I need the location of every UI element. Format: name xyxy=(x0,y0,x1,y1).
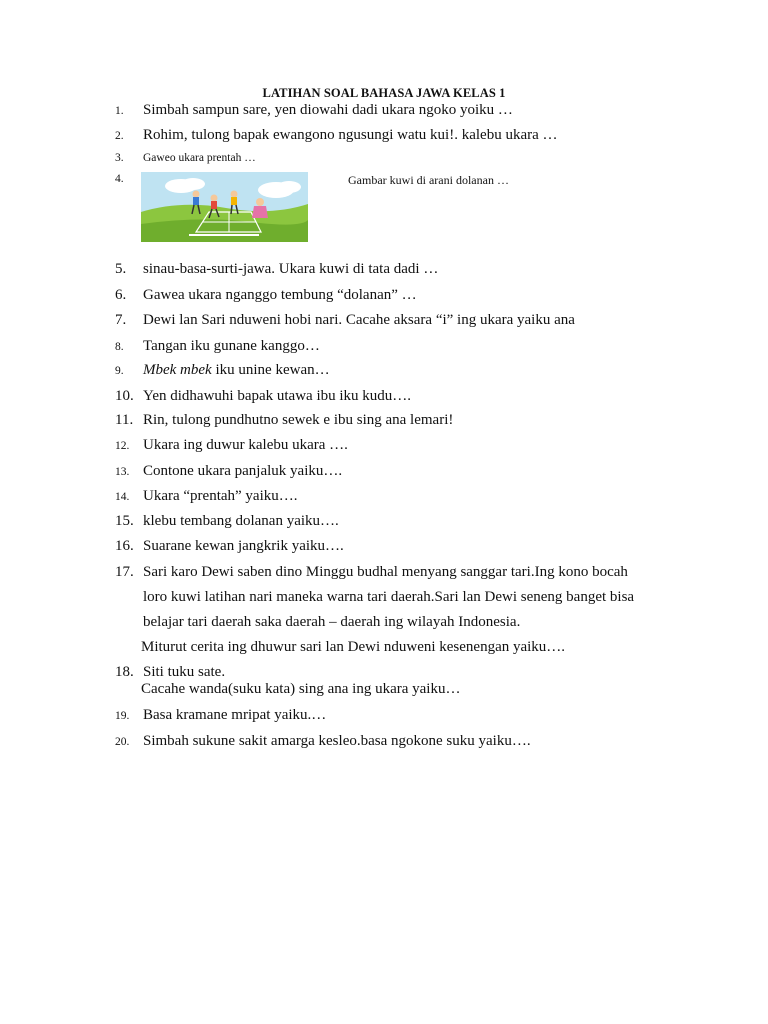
question-text: Rohim, tulong bapak ewangono ngusungi watu kui!. kalebu ukara … xyxy=(143,127,558,143)
question-number: 10. xyxy=(115,388,134,404)
question-number: 6. xyxy=(115,287,127,303)
question-text: sinau-basa-surti-jawa. Ukara kuwi di tata dadi … xyxy=(143,261,439,277)
question-text xyxy=(143,362,330,379)
question-text: klebu tembang dolanan yaiku…. xyxy=(143,513,339,529)
question-text-rest: iku unine kewan… xyxy=(211,362,330,378)
question-italic-word: Mbek mbek xyxy=(143,362,212,378)
question-number: 12. xyxy=(115,440,130,452)
question-text: Gawea ukara nganggo tembung “dolanan” … xyxy=(143,287,417,303)
question-number: 16. xyxy=(115,538,134,554)
question-text: Ukara ing duwur kalebu ukara …. xyxy=(143,437,348,453)
question-text: Yen didhawuhi bapak utawa ibu iku kudu…. xyxy=(143,388,412,404)
question-text-line-1: Sari karo Dewi saben dino Minggu budhal menyang sanggar tari.Ing kono bocah xyxy=(143,564,628,580)
question-number: 9. xyxy=(115,365,124,377)
question-number: 15. xyxy=(115,513,134,529)
hopscotch-picture xyxy=(141,172,308,242)
question-number: 17. xyxy=(115,564,134,580)
question-number: 13. xyxy=(115,466,130,478)
question-number: 2. xyxy=(115,130,124,142)
question-number: 3. xyxy=(115,152,124,164)
question-text: Dewi lan Sari nduweni hobi nari. Cacahe aksara “i” ing ukara yaiku ana xyxy=(143,312,575,328)
question-number: 4. xyxy=(115,173,124,185)
question-number: 11. xyxy=(115,412,134,428)
question-text-line-4: Miturut cerita ing dhuwur sari lan Dewi nduweni kesenengan yaiku…. xyxy=(141,639,566,655)
question-text-line-2: Cacahe wanda(suku kata) sing ana ing ukara yaiku… xyxy=(141,681,461,697)
children-playing-icon xyxy=(141,172,308,242)
question-text: Simbah sampun sare, yen diowahi dadi ukara ngoko yoiku … xyxy=(143,102,513,118)
question-text: Contone ukara panjaluk yaiku…. xyxy=(143,463,343,479)
question-number: 7. xyxy=(115,312,127,328)
question-number: 5. xyxy=(115,261,127,277)
question-number: 1. xyxy=(115,105,124,117)
question-text-line-1: Siti tuku sate. xyxy=(143,664,226,680)
question-number: 14. xyxy=(115,491,130,503)
page-title: LATIHAN SOAL BAHASA JAWA KELAS 1 xyxy=(262,86,506,100)
question-number: 19. xyxy=(115,710,130,722)
question-text: Basa kramane mripat yaiku.… xyxy=(143,707,327,723)
question-number: 8. xyxy=(115,341,124,353)
question-number: 20. xyxy=(115,736,130,748)
question-text: Rin, tulong pundhutno sewek e ibu sing ana lemari! xyxy=(143,412,454,428)
question-text-line-2: loro kuwi latihan nari maneka warna tari daerah.Sari lan Dewi seneng banget bisa xyxy=(143,589,635,605)
picture-caption: Gambar kuwi di arani dolanan … xyxy=(348,173,509,187)
question-text: Suarane kewan jangkrik yaiku…. xyxy=(143,538,344,554)
question-text: Tangan iku gunane kanggo… xyxy=(143,338,320,354)
question-text: Ukara “prentah” yaiku…. xyxy=(143,488,298,504)
question-text: Simbah sukune sakit amarga kesleo.basa ngokone suku yaiku…. xyxy=(143,733,531,749)
question-text-line-3: belajar tari daerah saka daerah – daerah ing wilayah Indonesia. xyxy=(143,614,521,630)
question-number: 18. xyxy=(115,664,134,680)
question-text: Gaweo ukara prentah … xyxy=(143,152,256,164)
